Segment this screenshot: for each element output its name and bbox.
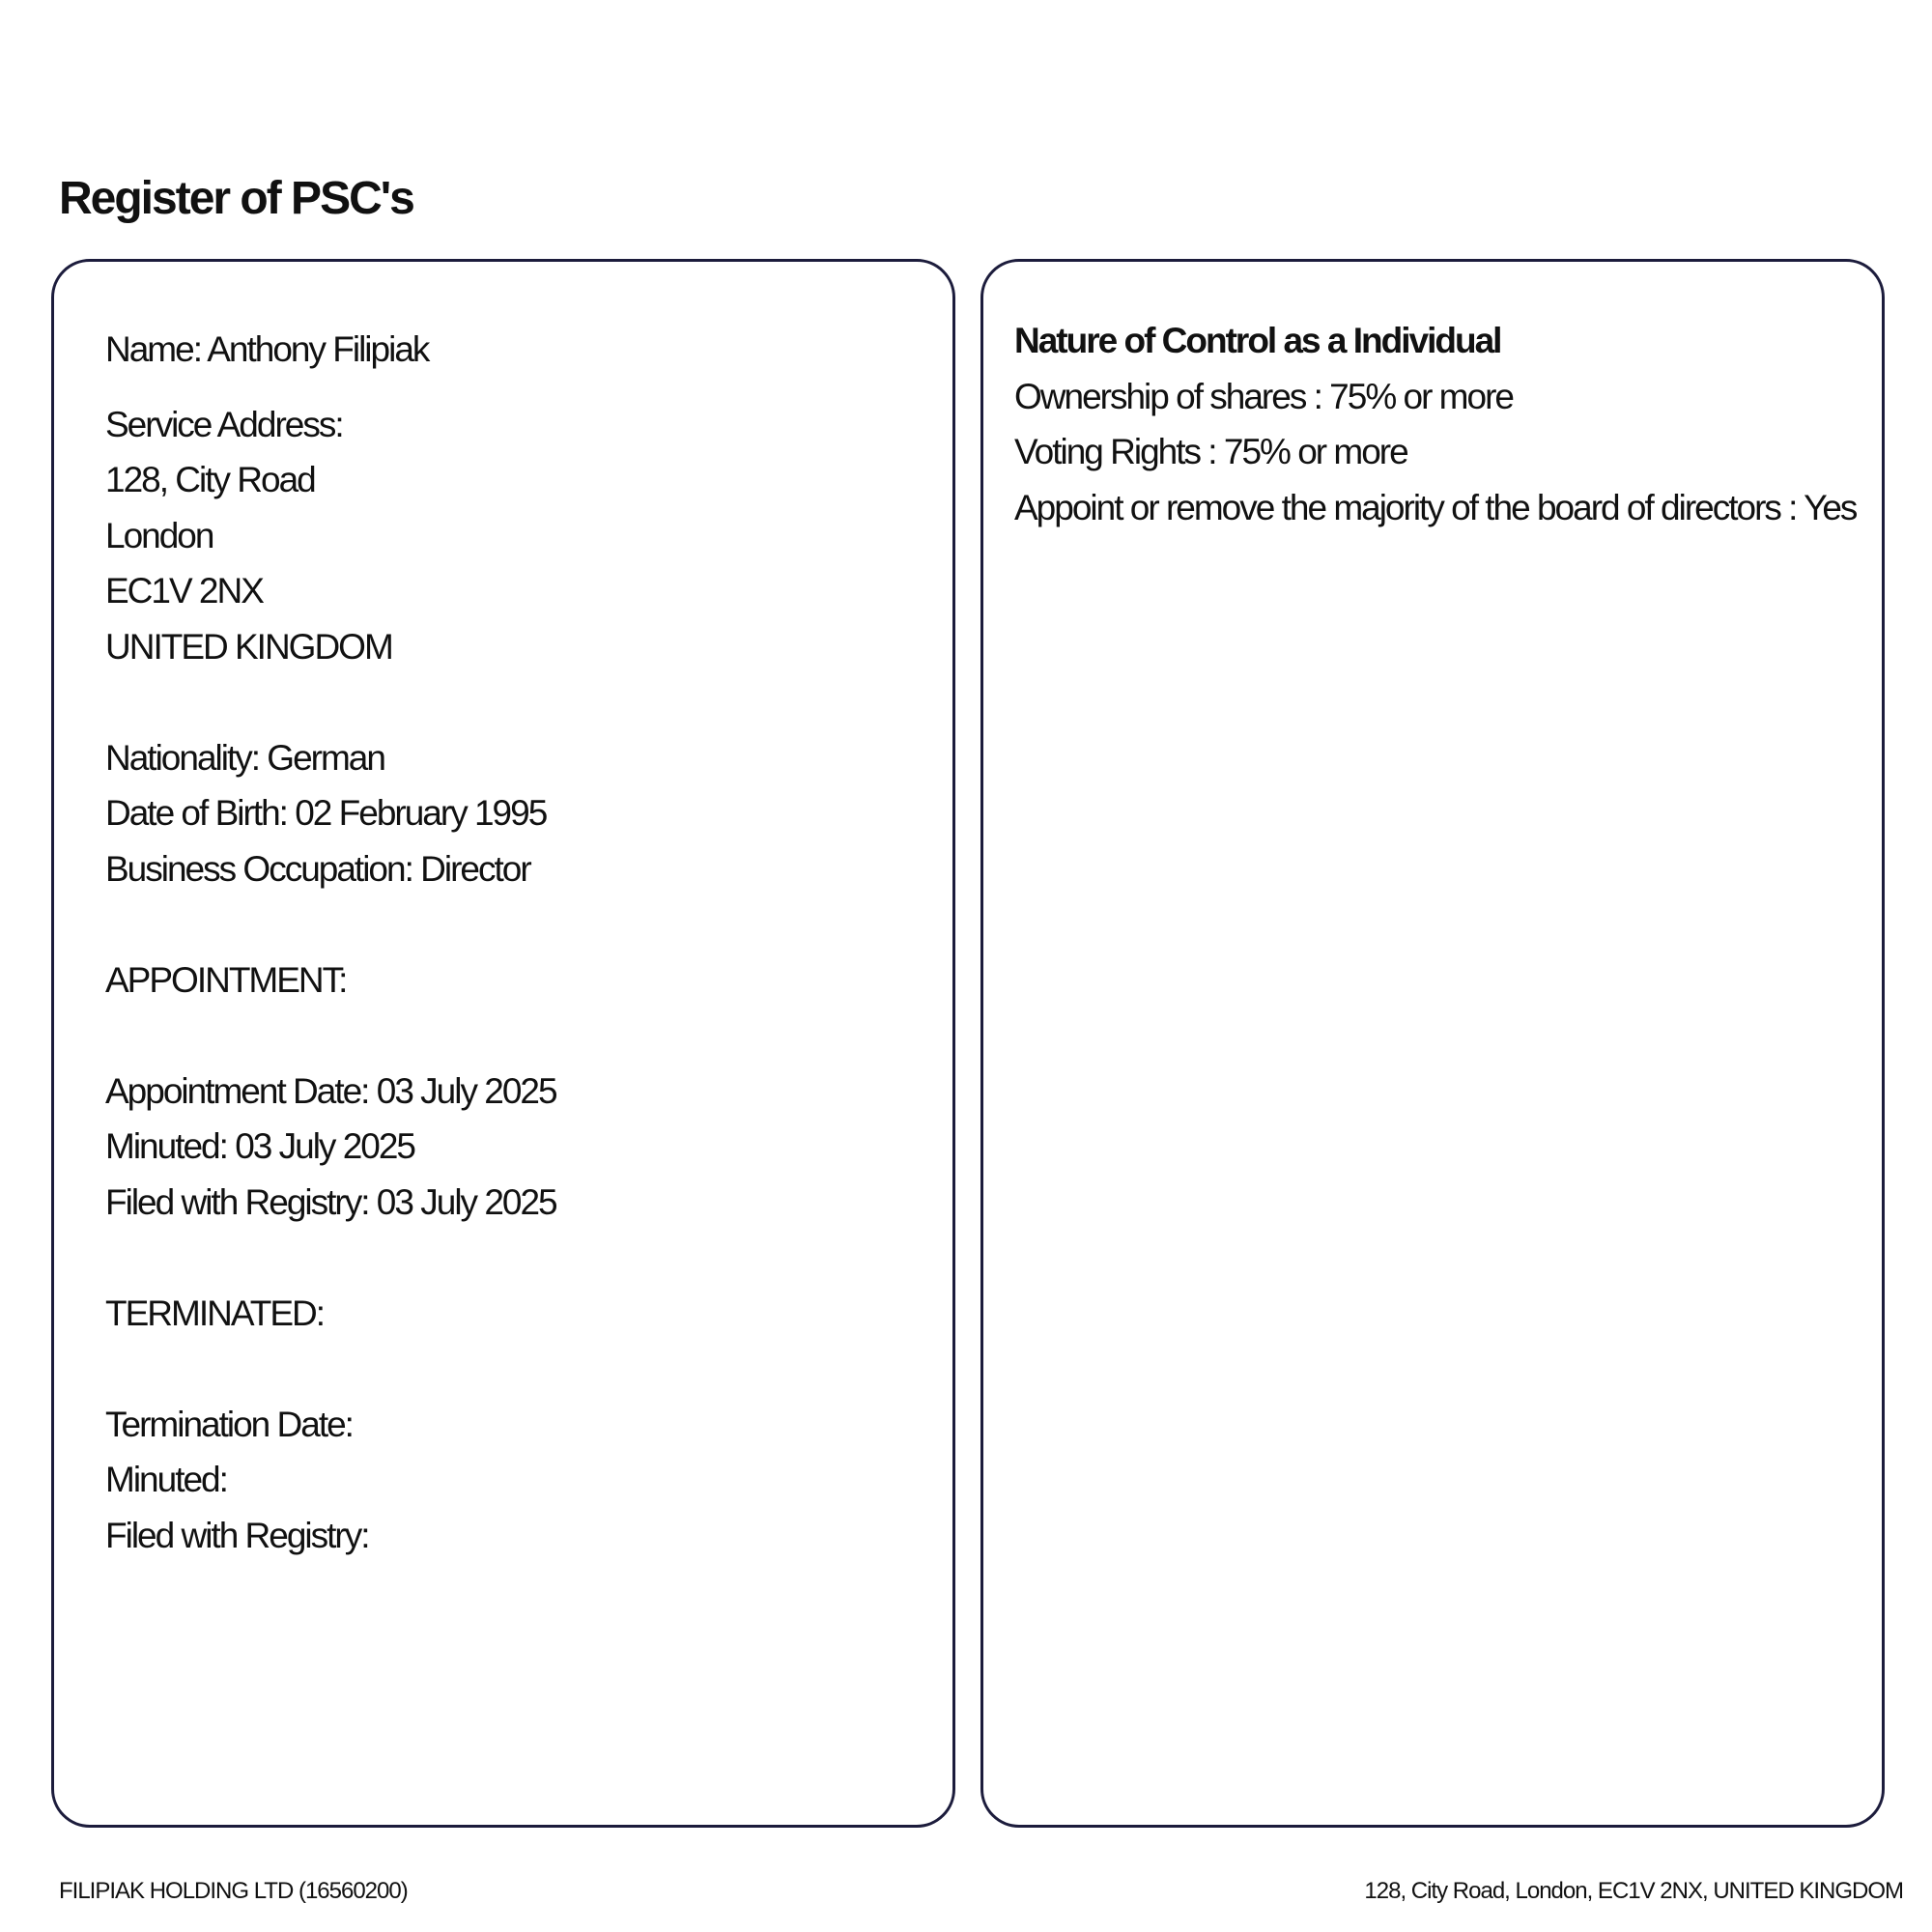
- terminated-heading: TERMINATED:: [105, 1293, 325, 1333]
- appointment-heading: APPOINTMENT:: [105, 960, 347, 1000]
- termination-minuted: Minuted:: [105, 1460, 227, 1499]
- business-occupation: Business Occupation: Director: [105, 849, 530, 889]
- termination-date: Termination Date:: [105, 1405, 353, 1444]
- address-line: London: [105, 516, 213, 555]
- date-of-birth: Date of Birth: 02 February 1995: [105, 793, 547, 833]
- footer-company: FILIPIAK HOLDING LTD (16560200): [59, 1878, 408, 1904]
- page-title: Register of PSC's: [59, 173, 413, 224]
- termination-filed: Filed with Registry:: [105, 1516, 369, 1555]
- nationality: Nationality: German: [105, 738, 384, 778]
- control-item: Appoint or remove the majority of the board of directors : Yes: [1014, 488, 1857, 527]
- control-item: Ownership of shares : 75% or more: [1014, 377, 1513, 416]
- address-line: EC1V 2NX: [105, 571, 263, 611]
- footer-address: 128, City Road, London, EC1V 2NX, UNITED KINGDOM: [1364, 1878, 1903, 1904]
- address-line: UNITED KINGDOM: [105, 627, 392, 667]
- psc-name: Name: Anthony Filipiak: [105, 329, 429, 369]
- service-address-label: Service Address:: [105, 405, 343, 444]
- appointment-filed: Filed with Registry: 03 July 2025: [105, 1182, 556, 1222]
- address-line: 128, City Road: [105, 460, 315, 499]
- nature-of-control-heading: Nature of Control as a Individual: [1014, 321, 1501, 360]
- control-item: Voting Rights : 75% or more: [1014, 432, 1407, 471]
- appointment-date: Appointment Date: 03 July 2025: [105, 1071, 556, 1111]
- appointment-minuted: Minuted: 03 July 2025: [105, 1126, 415, 1166]
